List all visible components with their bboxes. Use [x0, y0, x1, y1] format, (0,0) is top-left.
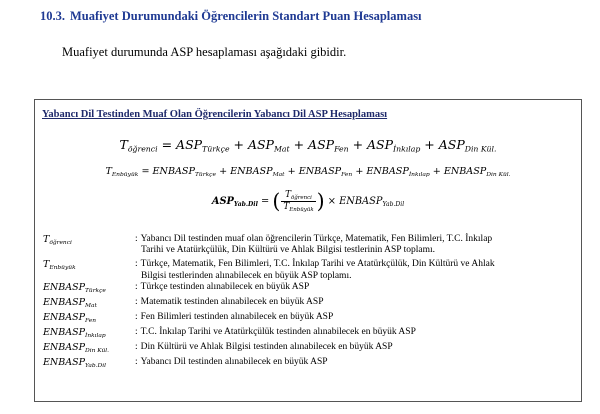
definitions-list [43, 234, 578, 372]
equation-asp-yabdil: $ASP_{Yab.Dil}$ = ( $\frac{T_{öğrenci}}{T_{Enbüyük}}$ ) × $ENBASP_{Yab.Dil}$ [211, 189, 405, 214]
definition-text: : Türkçe, Matematik, Fen Bilimleri, T.C. İnkılap Tarihi ve Atatürkçülük, Din Kültürü ve Ahlak Bilgisi testlerinden alınabilecek en büyük ASP toplamı. [135, 259, 495, 281]
equation-t-enbuyuk: $T_{Enbüyük}$ = $ENBASP_{Türkçe}$ + $ENBASP_{Mat}$ + $ENBASP_{Fen}$ + $ENBASP_{İnkılap}$ + $ENBASP_{Din Kül.}$ [105, 166, 511, 179]
definition-term: $T_{öğrenci}$ [43, 234, 72, 246]
definition-item [43, 357, 578, 372]
definition-text: : Türkçe testinden alınabilecek en büyük ASP [135, 281, 310, 292]
section-title: Muafiyet Durumundaki Öğrencilerin Standart Puan Hesaplaması [70, 9, 422, 23]
definition-term: $T_{Enbüyük}$ [43, 259, 76, 272]
definition-text: : Yabancı Dil testinden muaf olan öğrencilerin Türkçe, Matematik, Fen Bilimleri, T.C. İnkılap Tarihi ve Atatürkçülük, Din Kültürü ve Ahlak Bilgisi testlerinin ASP toplamı. [135, 234, 493, 256]
intro-paragraph: Muafiyet durumunda ASP hesaplaması aşağıdaki gibidir. [62, 45, 347, 59]
definition-term: $ENBASP_{Mat}$ [43, 296, 97, 309]
formula-box-title: Yabancı Dil Testinden Muaf Olan Öğrencilerin Yabancı Dil ASP Hesaplaması [42, 109, 388, 120]
formula-box [34, 99, 582, 402]
definition-text: : Matematik testinden alınabilecek en büyük ASP [135, 296, 324, 307]
definition-text: : T.C. İnkılap Tarihi ve Atatürkçülük testinden alınabilecek en büyük ASP [135, 326, 416, 337]
definition-item [43, 259, 578, 281]
definition-item [43, 327, 578, 342]
definition-text: : Yabancı Dil testinden alınabilecek en büyük ASP [135, 356, 328, 367]
section-heading [40, 9, 422, 24]
definition-text: : Fen Bilimleri testinden alınabilecek en büyük ASP [135, 311, 334, 322]
definition-term: $ENBASP_{Din Kül.}$ [43, 341, 110, 354]
definition-item [43, 312, 578, 327]
section-number: 10.3. [40, 9, 65, 23]
definition-item [43, 282, 578, 297]
definition-term: $ENBASP_{Yab.Dil}$ [43, 356, 107, 369]
definition-term: $ENBASP_{Fen}$ [43, 311, 97, 324]
definition-text: : Din Kültürü ve Ahlak Bilgisi testinden alınabilecek en büyük ASP [135, 341, 393, 352]
equation-t-ogrenci: $T_{öğrenci} = ASP_{Türkçe} + ASP_{Mat} + ASP_{Fen} + ASP_{İnkılap} + ASP_{Din Kül.}$ [119, 137, 497, 154]
definition-term: $ENBASP_{Türkçe}$ [43, 281, 106, 294]
definition-item [43, 234, 578, 256]
definition-item [43, 342, 578, 357]
definition-term: $ENBASP_{İnkılap}$ [43, 326, 106, 339]
definition-item [43, 297, 578, 312]
